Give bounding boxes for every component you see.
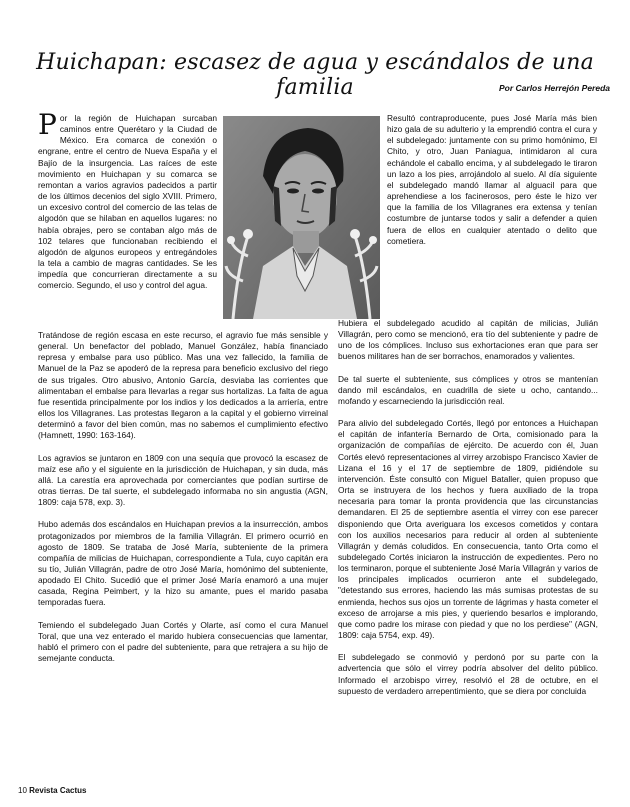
drop-cap: P (38, 108, 57, 141)
paragraph: Hubo además dos escándalos en Huichapan previos a la insurrección, ambos protagonizados por miembros de la familia Villagrán. El primero ocurrió en agosto de 1809. Se trataba de José María, subteniente de la primera compañía de milicias de Huichapan, correspondiente a Tula, cuyo capitán era su tío, Julián Villagrán, padre de otro José María, homónimo del subteniente, apodado El Chito. Sucedió que el primer José María enamoró a una mujer casada, Regina Peimbert, y la hizo su amante, pues el marido pasaba temporadas fuera. (38, 519, 328, 608)
paragraph: or la región de Huichapan surcaban caminos entre Querétaro y la Ciudad de México. Era comarca de conexión o engrane, entre el centro de Nueva España y el Bajío de la insurgencia. Las raíces de este movimiento en Huichapan y su comarca se remontan a varios agravios padecidos a partir de los últimos decenios del siglo XVIII. Primero, un excesivo control del comercio de las telas de algodón que se hilaban en aquellos lugares: no había obrajes, pero se contaban algo más de 102 telares que funcionaban recibiendo el algodón de algunos europeos y entregándoles la tela a cambio de magras cantidades. Se les impedía que concurrieran directamente a su comercio. Segundo, el uso y control del agua. (38, 113, 217, 291)
author-byline: Por Carlos Herrejón Pereda (498, 83, 610, 93)
paragraph: Resultó contraproducente, pues José María más bien hizo gala de su adulterio y la emprendió contra el cura y el subdelegado: juntamente con su primo homónimo, El Chito, y otro, Juan Paniagua, intimidaron al cura echándole el caballo encima, y al subdelegado le tiraron un lazo a los pies, arrojándolo al suelo. Al día siguiente el subdelegado mandó llamar al alguacil para que aprehendiese a los facinerosos, pero éste le hizo ver que la familia de los Villagranes era extensa y tenían costumbre de juntarse todos y salir a defender a quien fuera de ellos en cualquier atentado o delito que cometiera. (387, 113, 597, 246)
page-number: 10 (18, 786, 27, 795)
page-footer (18, 786, 87, 795)
article-title: Huichapan: escasez de agua y escándalos de una familia (36, 50, 594, 100)
magazine-name: Revista Cactus (29, 786, 87, 795)
paragraph: Los agravios se juntaron en 1809 con una sequía que provocó la escasez de maíz ese año y el siguiente en la jurisdicción de Huichapan, y sin duda, más allá. La carestía era aprovechada por comerciantes que podían surtirse de otras tierras. De tal suerte, el subdelegado informaba no sin angustia (AGN, 1809: caja 578, exp. 3). (38, 452, 328, 508)
paragraph: Para alivio del subdelegado Cortés, llegó por entonces a Huichapan el capitán de infantería Bernardo de Orta, comisionado para la organización de compañías de ejército. De acuerdo con él, Juan Cortés elevó representaciones al virrey arzobispo Francisco Xavier de Lizana el 16 y el 17 de septiembre de 1809, pidiéndole su intervención. Éste consultó con Miguel Bataller, quien propuso que Orta se instruyera de los hechos y fuera auxiliado de la tropa necesaria para tomar la pronta providencia que las circunstancias demandaren. El 25 de septiembre asentía el virrey con ese parecer disponiendo que Orta averiguara los excesos cometidos y contara con los auxilios necesarios para reducir al orden al subteniente Villagrán y demás coludidos. En consecuencia, tanto Orta como el subdelegado Cortés iniciaron la instrucción de expedientes. Pero no los terminaron, porque el subteniente José María Villagrán y varios de los principales implicados ocurrieron ante el subdelegado, "detestando sus errores, haciendo las más sumisas protestas de su enmienda, hechos sus ojos un torrente de lágrimas y hasta cometer el exceso de arrojarse a mis pies, y queriendo besarlos e implorando, que como padre los mirase con piedad y que no los perdiese" (AGN, 1809: caja 5754, exp. 49). (338, 418, 598, 641)
paragraph: Tratándose de región escasa en este recurso, el agravio fue más sensible y general. Un benefactor del poblado, Manuel González, había financiado represa y embalse para uso público. Mas una vez fallecido, la familia de Manuel de la Paz se apoderó de la represa para beneficio exclusivo del riego de sus trigales. Otro abusivo, Antonio García, desviaba las corrientes que alimentaban el embalse para llevarlas a regar sus hortalizas. La falta de agua fue resentida principalmente por los indios y los dedicados a la arriería, entre ellos los Villagranes. Las protestas llegaron a la capital y el gobierno virreinal determinó a favor del bien común, mas no sabemos el cumplimiento efectivo (Hamnett, 1990: 163-164). (38, 330, 328, 441)
paragraph: Hubiera el subdelegado acudido al capitán de milicias, Julián Villagrán, pero como se mencionó, era tío del subteniente y padre de uno de los cómplices. Incluso sus exhortaciones eran que para ser buenos militares han de ser borrachos, enamorados y valientes. (338, 318, 598, 362)
paragraph: Temiendo el subdelegado Juan Cortés y Olarte, así como el cura Manuel Toral, que una vez enterado el marido hubiera consecuencias que lamentar, habló el primero con el padre del subteniente, para que retrajera a su hijo de semejante conducta. (38, 619, 328, 664)
column-left-top (38, 108, 217, 292)
column-right (338, 318, 598, 697)
column-left (38, 330, 328, 664)
column-right-top (387, 113, 597, 247)
paragraph: De tal suerte el subteniente, sus cómplices y otros se mantenían dando mil escándalos, en cuadrilla de siete u ocho, cantando... mofando y escarneciendo la jurisdicción real. (338, 373, 598, 406)
portrait-image (223, 116, 380, 319)
paragraph: El subdelegado se conmovió y perdonó por su parte con la advertencia que sólo el virrey podría absolver del delito público. Informado el arzobispo virrey, resolvió el 28 de octubre, en el supuesto de verdadero arrepentimiento, que se diera por concluida (338, 652, 598, 696)
